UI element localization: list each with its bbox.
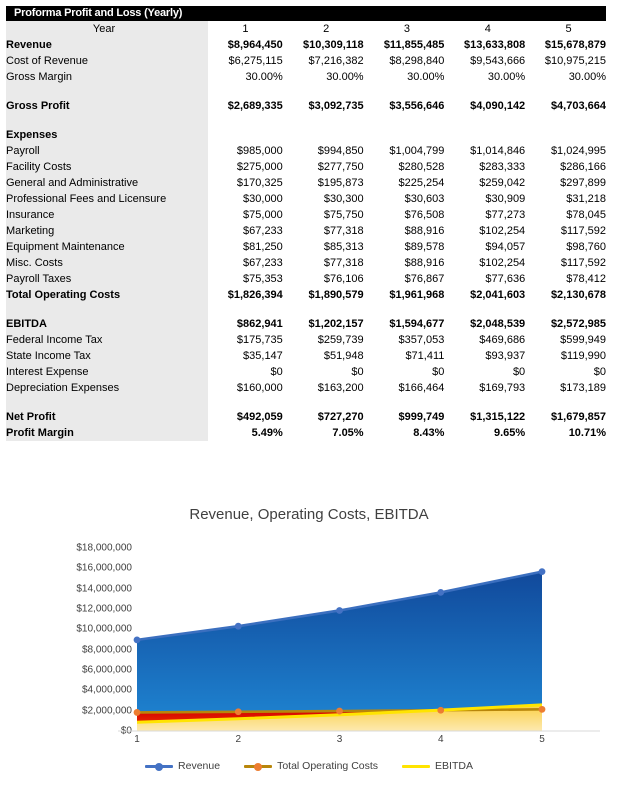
cell-value: 10.71%	[531, 425, 612, 441]
cell-value: $75,000	[208, 207, 289, 223]
cell-value: $30,300	[289, 191, 370, 207]
cell-value: $93,937	[450, 348, 531, 364]
table-row	[6, 37, 612, 53]
y-axis-tick-label: $6,000,000	[81, 664, 132, 676]
cell-value: $117,592	[531, 223, 612, 239]
chart-legend	[0, 760, 618, 772]
row-label: Expenses	[6, 127, 208, 143]
cell-value	[208, 85, 289, 98]
profit-loss-table	[6, 21, 612, 441]
table-header-row	[6, 21, 612, 37]
table-row	[6, 53, 612, 69]
cell-value: $259,739	[289, 332, 370, 348]
row-label: Insurance	[6, 207, 208, 223]
cell-value: $280,528	[370, 159, 451, 175]
row-label: State Income Tax	[6, 348, 208, 364]
legend-label: Total Operating Costs	[277, 760, 379, 772]
row-label: Payroll Taxes	[6, 271, 208, 287]
cell-value	[531, 85, 612, 98]
cell-value: $283,333	[450, 159, 531, 175]
cell-value	[208, 127, 289, 143]
table-spacer-row	[6, 303, 612, 316]
cell-value: $71,411	[370, 348, 451, 364]
cell-value: $10,975,215	[531, 53, 612, 69]
sheet-title: Proforma Profit and Loss (Yearly)	[6, 6, 606, 21]
row-label: Revenue	[6, 37, 208, 53]
table-row	[6, 69, 612, 85]
legend-item-ebitda	[402, 760, 473, 772]
cell-value: $1,202,157	[289, 316, 370, 332]
cell-value: $999,749	[370, 409, 451, 425]
cell-value	[450, 85, 531, 98]
table-spacer-row	[6, 114, 612, 127]
data-point-marker	[539, 706, 546, 713]
table-row	[6, 143, 612, 159]
cell-value: $1,890,579	[289, 287, 370, 303]
row-label: Depreciation Expenses	[6, 380, 208, 396]
table-row	[6, 191, 612, 207]
cell-value: $3,092,735	[289, 98, 370, 114]
chart-title: Revenue, Operating Costs, EBITDA	[189, 506, 429, 523]
cell-value: $2,572,985	[531, 316, 612, 332]
row-label: Profit Margin	[6, 425, 208, 441]
row-label: EBITDA	[6, 316, 208, 332]
legend-swatch-icon	[145, 761, 173, 771]
cell-value	[450, 114, 531, 127]
x-axis-tick-label: 2	[235, 734, 242, 745]
cell-value: $0	[208, 364, 289, 380]
table-row	[6, 175, 612, 191]
cell-value: $76,106	[289, 271, 370, 287]
y-axis-tick-label: $2,000,000	[81, 705, 132, 717]
y-axis-tick-label: $16,000,000	[76, 562, 132, 574]
cell-value	[370, 303, 451, 316]
table-row	[6, 425, 612, 441]
table-row	[6, 316, 612, 332]
cell-value: $275,000	[208, 159, 289, 175]
cell-value: $77,318	[289, 223, 370, 239]
row-label: Payroll	[6, 143, 208, 159]
cell-value	[531, 127, 612, 143]
table-row	[6, 287, 612, 303]
cell-value: 30.00%	[370, 69, 451, 85]
cell-value: $30,603	[370, 191, 451, 207]
row-label: Net Profit	[6, 409, 208, 425]
data-point-marker	[437, 707, 444, 714]
cell-value	[208, 303, 289, 316]
row-label: Gross Margin	[6, 69, 208, 85]
cell-value: $160,000	[208, 380, 289, 396]
cell-value: $1,004,799	[370, 143, 451, 159]
table-row	[6, 255, 612, 271]
cell-value: $0	[289, 364, 370, 380]
row-label: Federal Income Tax	[6, 332, 208, 348]
cell-value: $7,216,382	[289, 53, 370, 69]
chart-plot-area	[0, 498, 618, 793]
cell-value: $88,916	[370, 255, 451, 271]
cell-value: $599,949	[531, 332, 612, 348]
chart-panel	[0, 498, 618, 793]
y-axis-tick-label: $0	[120, 725, 132, 737]
row-label: Gross Profit	[6, 98, 208, 114]
column-header-year-1: 1	[208, 21, 289, 37]
table-row	[6, 348, 612, 364]
y-axis-tick-label: $10,000,000	[76, 623, 132, 635]
column-header-year-3: 3	[370, 21, 451, 37]
cell-value	[208, 114, 289, 127]
cell-value: $259,042	[450, 175, 531, 191]
cell-value: $1,014,846	[450, 143, 531, 159]
legend-swatch-icon	[402, 761, 430, 771]
cell-value: $6,275,115	[208, 53, 289, 69]
cell-value: $10,309,118	[289, 37, 370, 53]
row-label: Cost of Revenue	[6, 53, 208, 69]
cell-value: $4,703,664	[531, 98, 612, 114]
data-point-marker	[336, 708, 343, 715]
cell-value: $0	[531, 364, 612, 380]
table-row	[6, 127, 612, 143]
cell-value: $2,689,335	[208, 98, 289, 114]
table-row	[6, 239, 612, 255]
row-label: Misc. Costs	[6, 255, 208, 271]
cell-value: $985,000	[208, 143, 289, 159]
cell-value: $169,793	[450, 380, 531, 396]
cell-value: $1,594,677	[370, 316, 451, 332]
cell-value	[531, 303, 612, 316]
cell-value: $1,961,968	[370, 287, 451, 303]
cell-value: $862,941	[208, 316, 289, 332]
x-axis-tick-label: 3	[336, 734, 343, 745]
cell-value: $8,298,840	[370, 53, 451, 69]
cell-value: $77,318	[289, 255, 370, 271]
column-header-year-4: 4	[450, 21, 531, 37]
cell-value	[450, 396, 531, 409]
legend-label: Revenue	[178, 760, 221, 772]
cell-value: $357,053	[370, 332, 451, 348]
column-header-year-2: 2	[289, 21, 370, 37]
cell-value: $11,855,485	[370, 37, 451, 53]
cell-value: $76,867	[370, 271, 451, 287]
table-row	[6, 98, 612, 114]
cell-value	[531, 114, 612, 127]
cell-value: $469,686	[450, 332, 531, 348]
table-body	[6, 21, 612, 441]
cell-value: $13,633,808	[450, 37, 531, 53]
cell-value: $9,543,666	[450, 53, 531, 69]
cell-value: $78,045	[531, 207, 612, 223]
cell-value: $2,048,539	[450, 316, 531, 332]
legend-item-revenue	[145, 760, 220, 772]
cell-value: $30,000	[208, 191, 289, 207]
x-axis-tick-label: 5	[539, 734, 545, 745]
row-label	[6, 85, 208, 98]
cell-value: $75,353	[208, 271, 289, 287]
row-label: Marketing	[6, 223, 208, 239]
cell-value: $77,273	[450, 207, 531, 223]
cell-value	[370, 114, 451, 127]
cell-value: $75,750	[289, 207, 370, 223]
cell-value	[208, 396, 289, 409]
table-row	[6, 332, 612, 348]
data-point-marker	[437, 589, 444, 596]
cell-value: 30.00%	[531, 69, 612, 85]
cell-value: 30.00%	[208, 69, 289, 85]
cell-value: $170,325	[208, 175, 289, 191]
data-point-marker	[235, 623, 242, 630]
cell-value	[289, 396, 370, 409]
cell-value	[289, 85, 370, 98]
cell-value: $277,750	[289, 159, 370, 175]
cell-value	[370, 85, 451, 98]
cell-value: $31,218	[531, 191, 612, 207]
cell-value	[289, 303, 370, 316]
table-row	[6, 223, 612, 239]
cell-value: $35,147	[208, 348, 289, 364]
cell-value: $163,200	[289, 380, 370, 396]
data-point-marker	[235, 708, 242, 715]
cell-value: $15,678,879	[531, 37, 612, 53]
table-row	[6, 159, 612, 175]
table-spacer-row	[6, 396, 612, 409]
cell-value: $81,250	[208, 239, 289, 255]
table-spacer-row	[6, 85, 612, 98]
cell-value: $76,508	[370, 207, 451, 223]
cell-value: $67,233	[208, 255, 289, 271]
cell-value: $117,592	[531, 255, 612, 271]
legend-label: EBITDA	[435, 760, 473, 772]
cell-value: $94,057	[450, 239, 531, 255]
cell-value: $173,189	[531, 380, 612, 396]
row-label: Total Operating Costs	[6, 287, 208, 303]
cell-value: 5.49%	[208, 425, 289, 441]
cell-value: $0	[370, 364, 451, 380]
legend-item-total-operating-costs	[244, 760, 378, 772]
y-axis-tick-label: $8,000,000	[81, 644, 132, 656]
data-point-marker	[539, 568, 546, 575]
cell-value: $8,964,450	[208, 37, 289, 53]
row-label: Equipment Maintenance	[6, 239, 208, 255]
table-row	[6, 380, 612, 396]
x-axis-tick-label: 1	[134, 734, 140, 745]
row-label	[6, 114, 208, 127]
cell-value: $89,578	[370, 239, 451, 255]
cell-value: $77,636	[450, 271, 531, 287]
cell-value: $492,059	[208, 409, 289, 425]
row-label	[6, 396, 208, 409]
cell-value: $1,679,857	[531, 409, 612, 425]
cell-value	[450, 127, 531, 143]
cell-value: $195,873	[289, 175, 370, 191]
cell-value: $166,464	[370, 380, 451, 396]
row-label: Interest Expense	[6, 364, 208, 380]
data-point-marker	[134, 636, 141, 643]
header-year-label: Year	[6, 21, 208, 37]
table-row	[6, 364, 612, 380]
cell-value: $102,254	[450, 223, 531, 239]
y-axis-tick-label: $12,000,000	[76, 603, 132, 615]
cell-value: $994,850	[289, 143, 370, 159]
cell-value: $1,315,122	[450, 409, 531, 425]
table-row	[6, 207, 612, 223]
cell-value: 30.00%	[289, 69, 370, 85]
x-axis-tick-label: 4	[437, 734, 444, 745]
cell-value: $0	[450, 364, 531, 380]
row-label: General and Administrative	[6, 175, 208, 191]
row-label	[6, 303, 208, 316]
cell-value: $4,090,142	[450, 98, 531, 114]
y-axis-tick-label: $4,000,000	[81, 684, 132, 696]
cell-value: $88,916	[370, 223, 451, 239]
legend-swatch-icon	[244, 761, 272, 771]
cell-value: $2,130,678	[531, 287, 612, 303]
row-label: Professional Fees and Licensure	[6, 191, 208, 207]
cell-value: 9.65%	[450, 425, 531, 441]
data-point-marker	[336, 607, 343, 614]
cell-value: $102,254	[450, 255, 531, 271]
cell-value: $78,412	[531, 271, 612, 287]
cell-value: 30.00%	[450, 69, 531, 85]
cell-value	[370, 396, 451, 409]
y-axis-tick-label: $18,000,000	[76, 542, 132, 554]
y-axis-tick-label: $14,000,000	[76, 583, 132, 595]
cell-value: $225,254	[370, 175, 451, 191]
cell-value	[289, 114, 370, 127]
cell-value: $1,024,995	[531, 143, 612, 159]
cell-value: $297,899	[531, 175, 612, 191]
cell-value: $98,760	[531, 239, 612, 255]
row-label: Facility Costs	[6, 159, 208, 175]
cell-value: $2,041,603	[450, 287, 531, 303]
column-header-year-5: 5	[531, 21, 612, 37]
cell-value: $175,735	[208, 332, 289, 348]
cell-value: $51,948	[289, 348, 370, 364]
cell-value: $119,990	[531, 348, 612, 364]
cell-value	[289, 127, 370, 143]
table-row	[6, 409, 612, 425]
cell-value: $85,313	[289, 239, 370, 255]
cell-value	[531, 396, 612, 409]
table-row	[6, 271, 612, 287]
cell-value: $3,556,646	[370, 98, 451, 114]
cell-value: $727,270	[289, 409, 370, 425]
data-point-marker	[134, 709, 141, 716]
cell-value: 8.43%	[370, 425, 451, 441]
cell-value: $30,909	[450, 191, 531, 207]
cell-value	[450, 303, 531, 316]
cell-value	[370, 127, 451, 143]
cell-value: $67,233	[208, 223, 289, 239]
cell-value: 7.05%	[289, 425, 370, 441]
cell-value: $286,166	[531, 159, 612, 175]
cell-value: $1,826,394	[208, 287, 289, 303]
